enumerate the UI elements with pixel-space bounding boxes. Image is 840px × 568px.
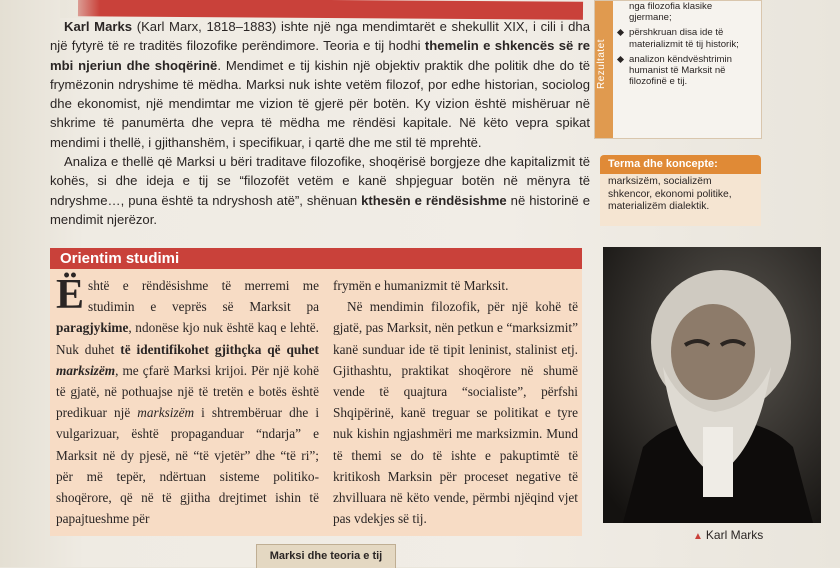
drop-cap: Ë xyxy=(56,272,85,318)
result-item: analizon këndvështrimin humanist të Marksit në filozofinë e tij. xyxy=(617,54,757,88)
terms-body: marksizëm, socializëm shkencor, ekonomi politike, materializëm dialektik. xyxy=(600,174,761,226)
terms-header: Terma dhe koncepte: xyxy=(600,155,761,174)
terms-box xyxy=(600,155,761,226)
result-item: përshkruan disa ide të materializmit të tij historik; xyxy=(617,27,757,49)
intro-paragraph-2: Analiza e thellë që Marksi u bëri traditave filozofike, shoqërisë borgjeze dhe kapitalizmit të kohës, si dhe ideja e tij se “filozofët vetëm e kanë shpjeguar botën në mënyra të ndryshme…, puna është ta ndryshosh atë”, shënuan kthesën e rëndësishme në historinë e mendimit njerëzor. xyxy=(50,154,590,227)
portrait-image xyxy=(603,247,821,523)
photo-caption: ▲ Karl Marks xyxy=(693,528,764,542)
caption-triangle-icon: ▲ xyxy=(693,531,703,542)
bullet-diamond-icon xyxy=(617,56,624,63)
intro-text xyxy=(50,17,590,229)
result-item: nga filozofia klasike gjermane; xyxy=(629,1,713,24)
results-box xyxy=(594,0,762,139)
results-label: Rezultatet xyxy=(596,38,607,90)
intro-paragraph-1: Karl Marks (Karl Marx, 1818–1883) ishte një nga mendimtarët e shekullit XIX, i cili i dha një fytyrë të re traditës filozofike perëndimore. Teoria e tij hodhi themelin e shkencës së re mbi njeriun dhe shoqërinë. Mendimet e tij kishin një objektiv praktik dhe politik dhe do të frymëzonin ndryshime të mëdha. Marksi nuk ishte vetëm filozof, por edhe historian, sociolog dhe ekonomist, një mendimtar me vizion të gjerë për botën. Ky vizion është mishëruar në shkrime të panumërta dhe vepra të mëdha me rëndësi kapitale. Në këto vepra spikat mendimi i thellë, i gjithanshëm, i specifikuar, i qartë dhe me stil të mprehtë. xyxy=(50,19,590,150)
study-column-2: frymën e humanizmit të Marksit. Në mendimin filozofik, për një kohë të gjatë, pas Marksit, nën petkun e “marksizmit” kanë sunduar ide të tipit leninist, stalinist etj. Gjithashtu, praktikat shoqërore në shumë vende të quajtura “socialiste”, përfshi Shqipërinë, kanë treguar se politikat e tyre nuk kishin ngjashmëri me marksizmin. Mund të themi se do të ishte e pakuptimtë të kritikosh Marksin për proceset negative të zhvilluara në këto vende, përmbi njëqind vjet pas vdekjes së tij. xyxy=(333,278,578,527)
bullet-diamond-icon xyxy=(617,29,624,36)
chapter-footer-tag: Marksi dhe teoria e tij xyxy=(256,544,396,568)
study-orientation-box xyxy=(50,248,582,536)
portrait-photo xyxy=(603,247,821,523)
results-side-strip xyxy=(595,1,613,138)
study-column-1: Është e rëndësishme të merremi me studimin e veprës së Marksit pa paragjykime, ndonëse kjo nuk është kaq e lehtë. Nuk duhet të identifikohet gjithçka që quhet marksizëm, me çfarë Marksi krijoi. Për një kohë të gjatë, në pothuajse një të tretën e botës është predikuar një marksizëm i shtrembëruar dhe i vulgarizuar, është propaganduar “ndarja” e Marksit në dy pjesë, në “të vjetër” dhe “të ri”; për më tepër, ndërtuan sisteme politiko-shoqërore, që në të gjitha drejtimet ishin të papajtueshme për xyxy=(56,272,320,527)
results-list xyxy=(617,1,757,91)
study-title: Orientim studimi xyxy=(50,248,582,269)
